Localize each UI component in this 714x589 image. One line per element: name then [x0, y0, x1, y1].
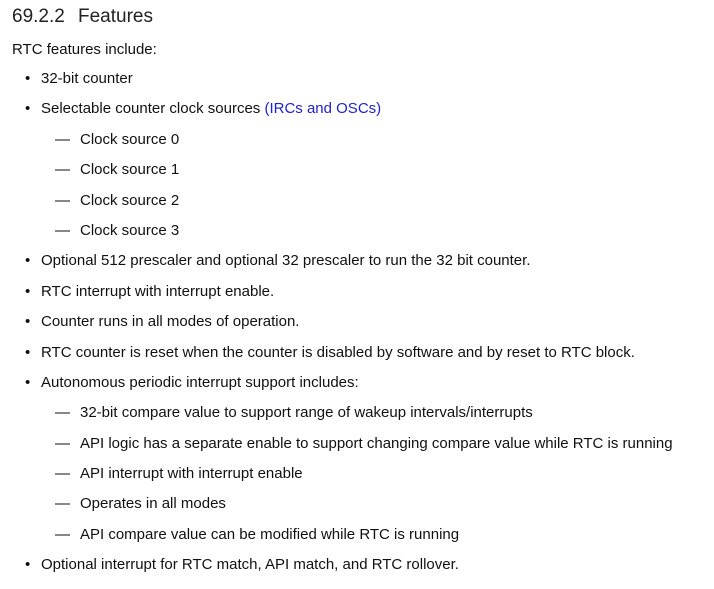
- bullet-icon: •: [25, 100, 31, 118]
- feature-item: [12, 252, 714, 270]
- sub-item-text: API logic has a separate enable to support changing compare value while RTC is running: [80, 434, 673, 452]
- bullet-icon: •: [25, 252, 31, 270]
- feature-item: [12, 556, 714, 574]
- dash-icon: —: [55, 404, 70, 422]
- feature-item: [12, 313, 714, 331]
- dash-icon: —: [55, 161, 70, 179]
- sub-item: [41, 131, 714, 149]
- section-title: Features: [78, 6, 153, 27]
- feature-text: Autonomous periodic interrupt support includes:: [41, 373, 359, 391]
- sub-item: [41, 222, 714, 240]
- sub-item-text: Operates in all modes: [80, 495, 226, 513]
- intro-text: RTC features include:: [12, 41, 157, 58]
- feature-sublist: [41, 131, 714, 240]
- dash-icon: —: [55, 434, 70, 452]
- feature-text: 32-bit counter: [41, 70, 133, 87]
- sub-item-text: Clock source 0: [80, 130, 180, 148]
- document-page: [0, 6, 714, 589]
- bullet-icon: •: [25, 313, 31, 331]
- sub-item: [41, 161, 714, 179]
- feature-list: [12, 70, 714, 574]
- bullet-icon: •: [25, 556, 31, 574]
- bullet-icon: •: [25, 70, 31, 87]
- feature-item: [12, 374, 714, 544]
- sub-item-text: API compare value can be modified while RTC is running: [80, 525, 460, 543]
- feature-item: [12, 70, 714, 88]
- dash-icon: —: [55, 130, 70, 148]
- clock-sources-link[interactable]: (IRCs and OSCs): [264, 100, 382, 118]
- feature-item: [12, 283, 714, 301]
- feature-text: Optional 512 prescaler and optional 32 prescaler to run the 32 bit counter.: [41, 252, 531, 270]
- dash-icon: —: [55, 221, 70, 239]
- feature-text: RTC counter is reset when the counter is disabled by software and by reset to RTC block.: [41, 343, 635, 361]
- sub-item-text: API interrupt with interrupt enable: [80, 465, 303, 483]
- dash-icon: —: [55, 525, 70, 543]
- sub-item: [41, 526, 714, 544]
- feature-item: [12, 100, 714, 240]
- feature-sublist: [41, 404, 714, 544]
- sub-item-text: 32-bit compare value to support range of wakeup intervals/interrupts: [80, 404, 533, 422]
- dash-icon: —: [55, 465, 70, 483]
- feature-text: Selectable counter clock sources: [41, 100, 265, 118]
- feature-text: Counter runs in all modes of operation.: [41, 313, 300, 331]
- sub-item-text: Clock source 2: [80, 191, 180, 209]
- sub-item-text: Clock source 1: [80, 161, 180, 179]
- sub-item: [41, 192, 714, 210]
- feature-text: Optional interrupt for RTC match, API match, and RTC rollover.: [41, 556, 459, 574]
- feature-item: [12, 344, 714, 362]
- section-heading: [12, 6, 714, 28]
- bullet-icon: •: [25, 343, 31, 361]
- sub-item: [41, 404, 714, 422]
- sub-item: [41, 435, 714, 453]
- bullet-icon: •: [25, 282, 31, 300]
- section-number: 69.2.2: [12, 6, 65, 27]
- dash-icon: —: [55, 495, 70, 513]
- sub-item-text: Clock source 3: [80, 221, 180, 239]
- feature-text: RTC interrupt with interrupt enable.: [41, 282, 275, 300]
- sub-item: [41, 465, 714, 483]
- sub-item: [41, 495, 714, 513]
- bullet-icon: •: [25, 373, 31, 391]
- dash-icon: —: [55, 191, 70, 209]
